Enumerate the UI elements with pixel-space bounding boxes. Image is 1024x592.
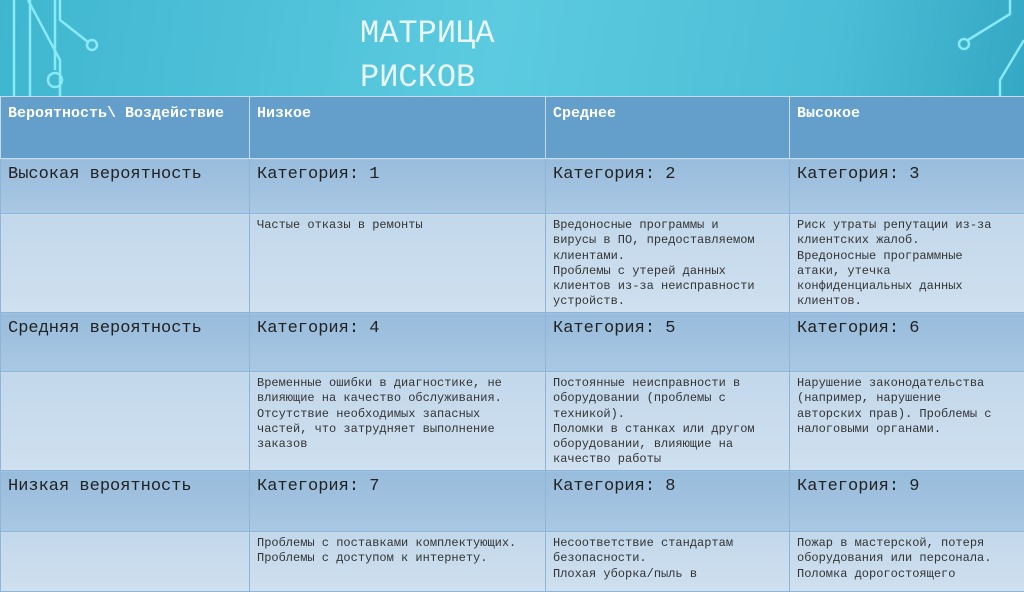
category-cell: Категория: 4 <box>250 313 546 372</box>
header-text: Вероятность\ Воздействие <box>8 105 224 122</box>
description-cell: Постоянные неисправности в оборудовании (проблемы с техникой). Поломки в станках или другом оборудовании, влияющие на качество работы <box>546 372 790 471</box>
header-high: Высокое <box>790 97 1024 159</box>
slide-title <box>360 12 494 100</box>
category-cell: Категория: 9 <box>790 471 1024 532</box>
table-row <box>1 471 1024 532</box>
title-line-1: МАТРИЦА <box>360 12 494 56</box>
table-row <box>1 372 1024 471</box>
table-row <box>1 159 1024 214</box>
description-cell: Частые отказы в ремонты <box>250 214 546 313</box>
category-cell: Категория: 6 <box>790 313 1024 372</box>
header-low: Низкое <box>250 97 546 159</box>
category-cell: Категория: 1 <box>250 159 546 214</box>
row-label: Низкая вероятность <box>1 471 250 532</box>
description-cell: Пожар в мастерской, потеря оборудования или персонала. Поломка дорогостоящего <box>790 532 1024 592</box>
table-row <box>1 532 1024 592</box>
description-cell: Несоответствие стандартам безопасности. Плохая уборка/пыль в <box>546 532 790 592</box>
row-label: Средняя вероятность <box>1 313 250 372</box>
row-label: Высокая вероятность <box>1 159 250 214</box>
header-row <box>1 97 1024 159</box>
empty-cell <box>1 372 250 471</box>
table-row <box>1 313 1024 372</box>
category-cell: Категория: 7 <box>250 471 546 532</box>
header-medium: Среднее <box>546 97 790 159</box>
empty-cell <box>1 214 250 313</box>
title-line-2: РИСКОВ <box>360 56 494 100</box>
circuit-decoration <box>0 0 1024 100</box>
description-cell: Нарушение законодательства (например, нарушение авторских прав). Проблемы с налоговыми органами. <box>790 372 1024 471</box>
description-cell: Временные ошибки в диагностике, не влияющие на качество обслуживания. Отсутствие необходимых запасных частей, что затрудняет выполнение заказов <box>250 372 546 471</box>
category-cell: Категория: 8 <box>546 471 790 532</box>
risk-matrix-table <box>0 96 1024 592</box>
category-cell: Категория: 2 <box>546 159 790 214</box>
category-cell: Категория: 5 <box>546 313 790 372</box>
description-cell: Риск утраты репутации из-за клиентских жалоб. Вредоносные программные атаки, утечка конфиденциальных данных клиентов. <box>790 214 1024 313</box>
table-row <box>1 214 1024 313</box>
header-probability-impact <box>1 97 250 159</box>
category-cell: Категория: 3 <box>790 159 1024 214</box>
empty-cell <box>1 532 250 592</box>
description-cell: Проблемы с поставками комплектующих. Проблемы с доступом к интернету. <box>250 532 546 592</box>
description-cell: Вредоносные программы и вирусы в ПО, предоставляемом клиентами. Проблемы с утерей данных клиентов из-за неисправности устройств. <box>546 214 790 313</box>
